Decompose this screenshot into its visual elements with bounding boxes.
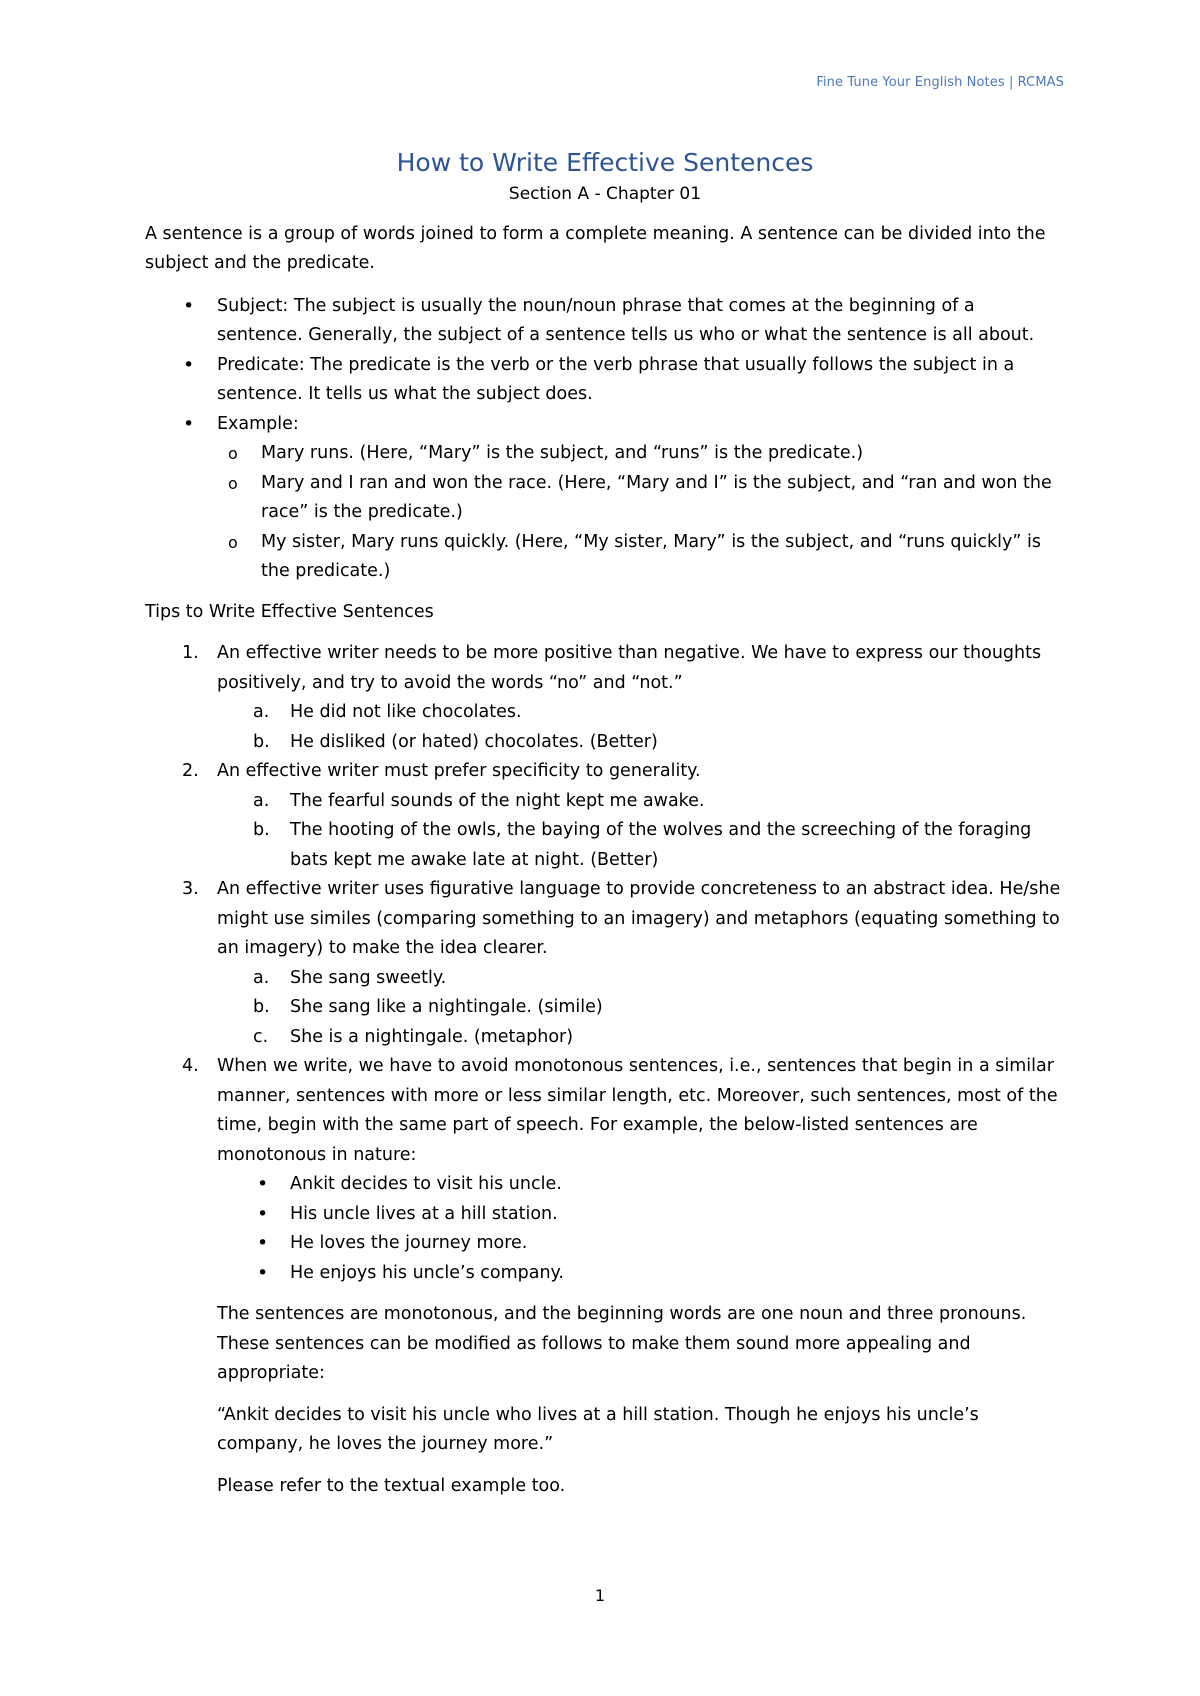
tip-sublist [217, 698, 1065, 757]
tips-list [145, 639, 1065, 1501]
sentence-item: • He enjoys his uncle’s company. [145, 1259, 1065, 1289]
example-item: o Mary runs. (Here, “Mary” is the subject, and “runs” is the predicate.) [145, 439, 1065, 469]
tip-text: An effective writer uses figurative language to provide concreteness to an abstract idea. He/she might use similes (comparing something to an imagery) and metaphors (equating something to an imagery) to make the idea clearer. [217, 879, 1061, 958]
document-subtitle: Section A - Chapter 01 [508, 184, 702, 204]
running-header: Fine Tune Your English Notes | RCMAS [816, 75, 1064, 90]
tip-subitem [145, 993, 1065, 1023]
tip-sublist [217, 964, 1065, 1053]
tip-subitem [145, 728, 1065, 758]
tip-number: 2. [182, 761, 199, 781]
tip-item [145, 1052, 1065, 1501]
example-list [217, 439, 1065, 587]
subitem-text: She is a nightingale. (metaphor) [290, 1026, 574, 1047]
tip-item [145, 875, 1065, 1052]
subitem-text: The hooting of the owls, the baying of the wolves and the screeching of the foraging bats kept me awake late at night. (Better) [290, 820, 1032, 870]
subitem-label: b. [253, 997, 270, 1017]
example-item: o My sister, Mary runs quickly. (Here, “My sister, Mary” is the subject, and “runs quickly” is the predicate.) [145, 528, 1065, 587]
page-number: 1 [594, 1586, 606, 1605]
tip-subitem [145, 816, 1065, 875]
tip-text: When we write, we have to avoid monotonous sentences, i.e., sentences that begin in a similar manner, sentences with more or less similar length, etc. Moreover, such sentences, most of the time, begin with the same part of speech. For example, the below-listed sentences are monotonous in nature: [217, 1056, 1058, 1165]
subitem-label: a. [253, 967, 270, 988]
tip-text: An effective writer needs to be more positive than negative. We have to express our thoughts positively, and try to avoid the words “no” and “not.” [217, 643, 1042, 693]
bullet-example-label: Example: [217, 413, 299, 434]
tip-number: 3. [182, 879, 199, 899]
tip-sublist [217, 787, 1065, 876]
subitem-label: a. [253, 790, 270, 811]
tips-heading: Tips to Write Effective Sentences [145, 601, 434, 622]
subitem-label: a. [253, 702, 270, 722]
page-content [145, 146, 1065, 1513]
subitem-text: She sang sweetly. [290, 967, 447, 988]
example-item: o Mary and I ran and won the race. (Here, “Mary and I” is the subject, and “ran and won the race” is the predicate.) [145, 469, 1065, 528]
tip-number: 1. [182, 643, 199, 663]
tip-text: An effective writer must prefer specificity to generality. [217, 761, 701, 781]
tip-subitem [145, 1023, 1065, 1053]
subitem-text: She sang like a nightingale. (simile) [290, 997, 603, 1017]
tip-subitem [145, 787, 1065, 817]
sentence-item: • Ankit decides to visit his uncle. [145, 1170, 1065, 1200]
document-title: How to Write Effective Sentences [396, 148, 814, 177]
bullet-predicate: • Predicate: The predicate is the verb or the verb phrase that usually follows the subject in a sentence. It tells us what the subject does. [145, 351, 1065, 410]
sentence-item: • He loves the journey more. [145, 1229, 1065, 1259]
definition-list [145, 292, 1065, 587]
subitem-text: He did not like chocolates. [290, 702, 522, 722]
tip-subitem [145, 698, 1065, 728]
tip-subitem [145, 964, 1065, 994]
tip-item [145, 757, 1065, 875]
sentence-item: • His uncle lives at a hill station. [145, 1200, 1065, 1230]
bullet-example [145, 410, 1065, 587]
subitem-text: He disliked (or hated) chocolates. (Better) [290, 731, 658, 752]
reference-note: Please refer to the textual example too. [217, 1475, 566, 1496]
explanation-paragraph: The sentences are monotonous, and the beginning words are one noun and three pronouns. These sentences can be modified as follows to make them sound more appealing and appropriate: [217, 1304, 1027, 1383]
modified-example-quote: “Ankit decides to visit his uncle who lives at a hill station. Though he enjoys his uncle’s company, he loves the journey more.” [217, 1404, 979, 1454]
bullet-subject: • Subject: The subject is usually the noun/noun phrase that comes at the beginning of a sentence. Generally, the subject of a sentence tells us who or what the sentence is all about. [145, 292, 1065, 351]
subitem-label: b. [253, 731, 270, 752]
monotonous-sentence-list [217, 1170, 1065, 1288]
subitem-label: b. [253, 820, 270, 840]
tip-number: 4. [182, 1056, 199, 1076]
subitem-text: The fearful sounds of the night kept me awake. [290, 790, 705, 811]
tip-item [145, 639, 1065, 757]
subitem-label: c. [253, 1026, 269, 1047]
intro-paragraph: A sentence is a group of words joined to form a complete meaning. A sentence can be divided into the subject and the predicate. [145, 223, 1046, 273]
